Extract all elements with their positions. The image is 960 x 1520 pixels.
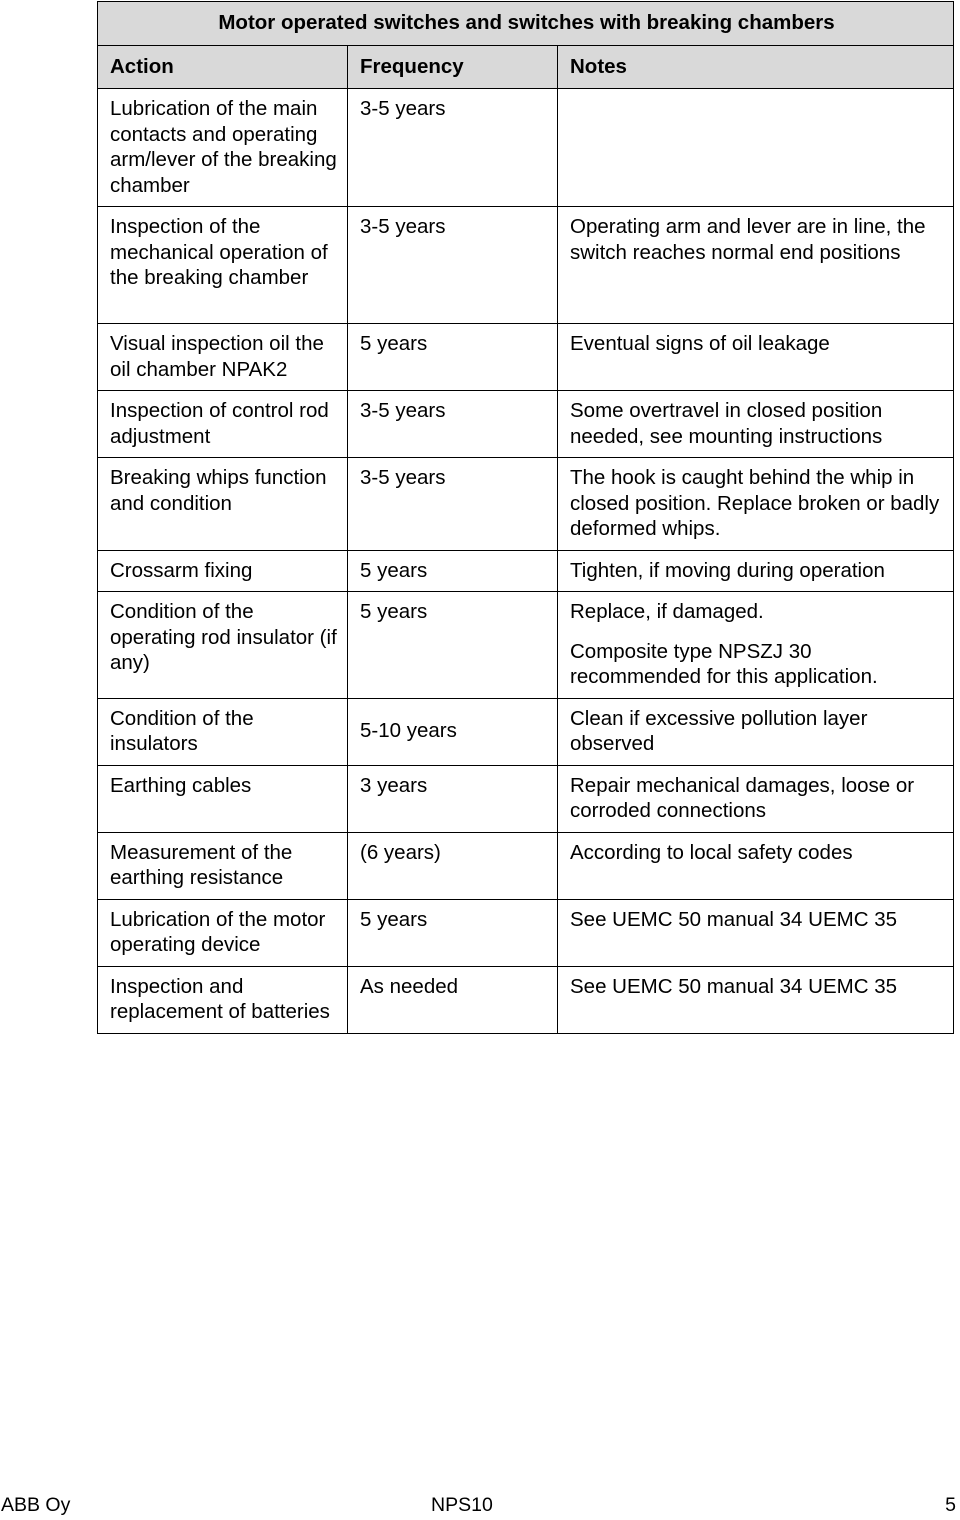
table-row bbox=[98, 550, 954, 592]
table-row bbox=[98, 207, 954, 324]
note-text: Replace, if damaged. bbox=[570, 600, 764, 623]
table-row bbox=[98, 966, 954, 1033]
table-row bbox=[98, 324, 954, 391]
notes-cell bbox=[558, 592, 954, 699]
action-cell: Earthing cables bbox=[98, 765, 348, 832]
maintenance-table bbox=[97, 1, 954, 1034]
page-footer bbox=[0, 1494, 960, 1520]
frequency-cell: 3-5 years bbox=[348, 89, 558, 207]
frequency-cell: (6 years) bbox=[348, 832, 558, 899]
table-title-row bbox=[98, 2, 954, 46]
notes-cell bbox=[558, 550, 954, 592]
action-cell: Inspection of the mechanical operation of the breaking chamber bbox=[98, 207, 348, 324]
note-text: Some overtravel in closed position needed, see mounting instructions bbox=[570, 399, 883, 448]
frequency-cell: 3 years bbox=[348, 765, 558, 832]
table-title: Motor operated switches and switches with breaking chambers bbox=[98, 2, 954, 46]
action-cell: Inspection of control rod adjustment bbox=[98, 391, 348, 458]
frequency-cell: 5 years bbox=[348, 899, 558, 966]
notes-cell bbox=[558, 832, 954, 899]
table-row bbox=[98, 765, 954, 832]
table-row bbox=[98, 89, 954, 207]
table-row bbox=[98, 832, 954, 899]
action-cell: Inspection and replacement of batteries bbox=[98, 966, 348, 1033]
table-row bbox=[98, 899, 954, 966]
table-row bbox=[98, 458, 954, 551]
frequency-cell: As needed bbox=[348, 966, 558, 1033]
action-cell: Lubrication of the main contacts and operating arm/lever of the breaking chamber bbox=[98, 89, 348, 207]
notes-cell bbox=[558, 765, 954, 832]
action-cell: Condition of the insulators bbox=[98, 698, 348, 765]
note-text: Composite type NPSZJ 30 recommended for this application. bbox=[570, 639, 878, 688]
frequency-cell: 3-5 years bbox=[348, 207, 558, 324]
column-header-frequency: Frequency bbox=[348, 45, 558, 89]
action-cell: Condition of the operating rod insulator (if any) bbox=[98, 592, 348, 699]
notes-cell bbox=[558, 324, 954, 391]
notes-cell bbox=[558, 458, 954, 551]
note-text: See UEMC 50 manual 34 UEMC 35 bbox=[570, 974, 898, 998]
frequency-cell: 5 years bbox=[348, 324, 558, 391]
notes-cell bbox=[558, 391, 954, 458]
notes-cell bbox=[558, 698, 954, 765]
table-row bbox=[98, 592, 954, 699]
note-text: Tighten, if moving during operation bbox=[570, 558, 885, 582]
frequency-cell: 5-10 years bbox=[348, 698, 558, 765]
notes-cell bbox=[558, 89, 954, 207]
action-cell: Measurement of the earthing resistance bbox=[98, 832, 348, 899]
notes-cell bbox=[558, 207, 954, 324]
frequency-cell: 3-5 years bbox=[348, 458, 558, 551]
action-cell: Lubrication of the motor operating device bbox=[98, 899, 348, 966]
action-cell: Breaking whips function and condition bbox=[98, 458, 348, 551]
note-text: Operating arm and lever are in line, the switch reaches normal end positions bbox=[570, 215, 926, 264]
note-text: Eventual signs of oil leakage bbox=[570, 332, 830, 355]
table-row bbox=[98, 698, 954, 765]
frequency-cell: 5 years bbox=[348, 550, 558, 592]
action-cell: Crossarm fixing bbox=[98, 550, 348, 592]
frequency-cell: 3-5 years bbox=[348, 391, 558, 458]
footer-company: ABB Oy bbox=[1, 1494, 71, 1516]
notes-cell bbox=[558, 899, 954, 966]
note-text: Repair mechanical damages, loose or corroded connections bbox=[570, 773, 915, 822]
footer-document-code: NPS10 bbox=[431, 1494, 493, 1516]
note-text: See UEMC 50 manual 34 UEMC 35 bbox=[570, 907, 898, 931]
note-text: Clean if excessive pollution layer observed bbox=[570, 706, 868, 755]
note-text: According to local safety codes bbox=[570, 840, 853, 864]
column-header-notes: Notes bbox=[558, 45, 954, 89]
table-row bbox=[98, 391, 954, 458]
action-cell: Visual inspection oil the oil chamber NPAK2 bbox=[98, 324, 348, 391]
note-text: The hook is caught behind the whip in closed position. Replace broken or badly deformed whips. bbox=[570, 466, 940, 540]
page-number: 5 bbox=[945, 1494, 956, 1516]
table-header-row bbox=[98, 45, 954, 89]
frequency-cell: 5 years bbox=[348, 592, 558, 699]
column-header-action: Action bbox=[98, 45, 348, 89]
notes-cell bbox=[558, 966, 954, 1033]
